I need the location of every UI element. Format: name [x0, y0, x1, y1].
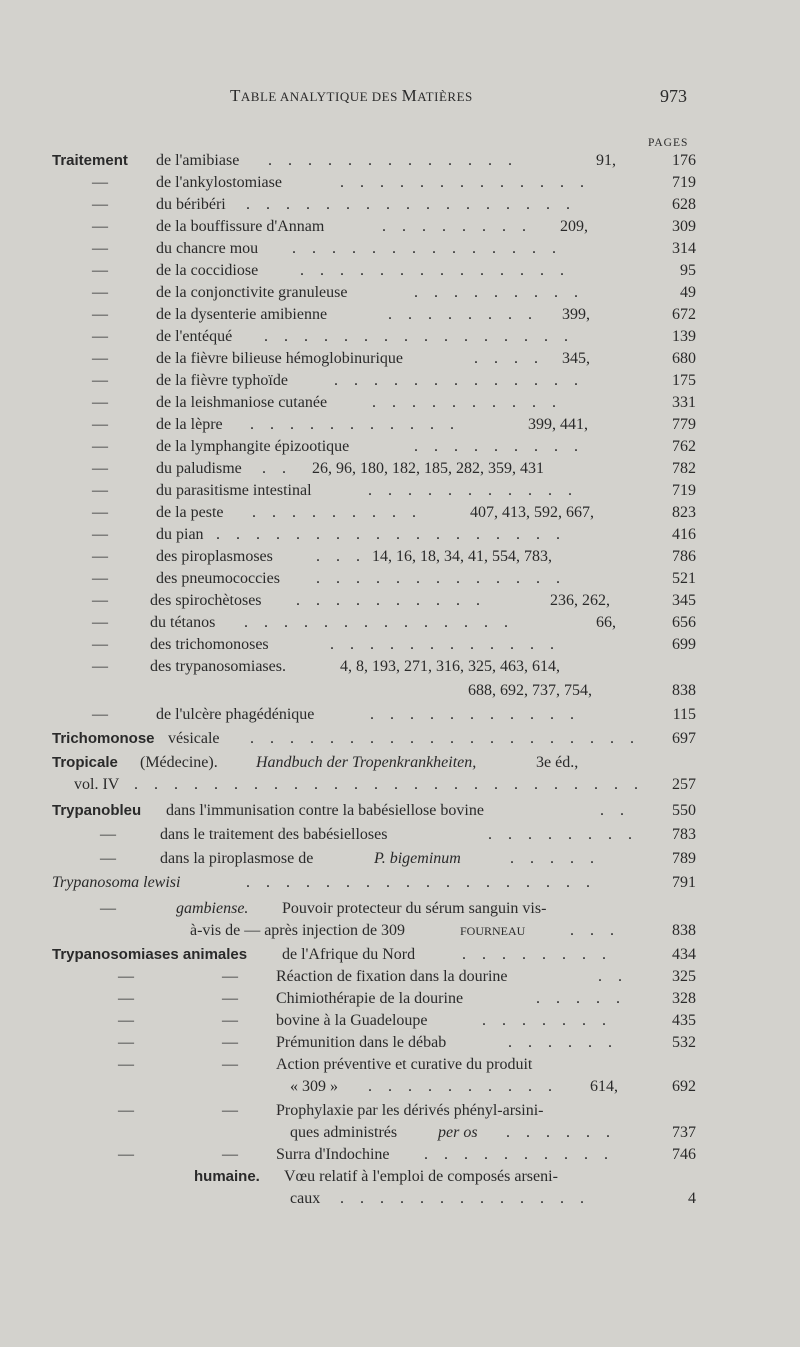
- index-entry: [0, 524, 800, 546]
- leader-dots: . .: [600, 802, 630, 819]
- entry-page: 325: [672, 968, 696, 985]
- entry-text: ques administrés: [290, 1124, 398, 1141]
- entry-text: de l'entéqué: [156, 328, 233, 345]
- ditto-dash-2: —: [222, 990, 238, 1007]
- leader-dots: . . . . . . . . . . . . . . . . . .: [246, 874, 596, 891]
- entry-page: 435: [672, 1012, 696, 1029]
- entry-refs: 14, 16, 18, 34, 41, 554, 783,: [372, 548, 552, 565]
- index-entry: [0, 872, 800, 894]
- entry-text: dans l'immunisation contre la babésiellose bovine: [166, 802, 484, 819]
- entry-page: 782: [672, 460, 696, 477]
- ditto-dash: —: [118, 990, 134, 1007]
- leader-dots: . . . . . . . .: [462, 946, 612, 963]
- leader-dots: . . . . . . . . .: [414, 284, 584, 301]
- entry-page: 680: [672, 350, 696, 367]
- leader-dots: . . . . . . . . . . . . . . . . . . . .: [250, 730, 640, 747]
- entry-text: du paludisme: [156, 460, 242, 477]
- leader-dots: . . . . . . . . . .: [424, 1146, 614, 1163]
- leader-dots: . . . .: [474, 350, 544, 367]
- leader-dots: . . . . .: [536, 990, 626, 1007]
- entry-heading: humaine.: [194, 1168, 260, 1185]
- entry-page: 532: [672, 1034, 696, 1051]
- leader-dots: . . . . . . . . . . . . . .: [244, 614, 514, 631]
- entry-text: de la conjonctivite granuleuse: [156, 284, 348, 301]
- entry-text: de la leishmaniose cutanée: [156, 394, 328, 411]
- ditto-dash: —: [92, 592, 108, 609]
- ditto-dash: —: [100, 826, 116, 843]
- entry-page: 791: [672, 874, 696, 891]
- leader-dots: . . . . . .: [506, 1124, 616, 1141]
- entry-page: 699: [672, 636, 696, 653]
- leader-dots: . . . . . . . . . . . . .: [340, 174, 590, 191]
- ditto-dash-2: —: [222, 1146, 238, 1163]
- ditto-dash: —: [92, 460, 108, 477]
- index-entry: [0, 1032, 800, 1054]
- entry-text: de la dysenterie amibienne: [156, 306, 328, 323]
- entry-text: Prémunition dans le débab: [276, 1034, 447, 1051]
- ditto-dash: —: [118, 1102, 134, 1119]
- ditto-dash: —: [92, 394, 108, 411]
- leader-dots: . . . . . . . . . . . . . . . . . .: [216, 526, 566, 543]
- ditto-dash: —: [92, 350, 108, 367]
- index-entry-continuation: [0, 680, 800, 702]
- leader-dots: . . . . . . . . . . .: [368, 482, 578, 499]
- ditto-dash-2: —: [222, 1102, 238, 1119]
- index-entry: [0, 1010, 800, 1032]
- entry-refs: 26, 96, 180, 182, 185, 282, 359, 431: [312, 460, 544, 477]
- running-title: [230, 86, 473, 106]
- leader-dots: . . . . . . . . . . .: [370, 706, 580, 723]
- entry-page: 416: [672, 526, 696, 543]
- title-initial-2: M: [401, 86, 418, 105]
- entry-text: bovine à la Guadeloupe: [276, 1012, 428, 1029]
- index-entry: [0, 348, 800, 370]
- index-entry: [0, 172, 800, 194]
- entry-text: de l'ulcère phagédénique: [156, 706, 315, 723]
- entry-refs: 407, 413, 592, 667,: [470, 504, 594, 521]
- entry-text: de la bouffissure d'Annam: [156, 218, 325, 235]
- entry-text: du tétanos: [150, 614, 216, 631]
- entry-page: 345: [672, 592, 696, 609]
- entry-page: 783: [672, 826, 696, 843]
- entry-text: Prophylaxie par les dérivés phényl-arsini-: [276, 1102, 544, 1119]
- page-number: 973: [660, 86, 687, 106]
- entry-page: 331: [672, 394, 696, 411]
- ditto-dash: —: [100, 900, 116, 917]
- entry-page: 434: [672, 946, 696, 963]
- entry-text: de la lymphangite épizootique: [156, 438, 350, 455]
- running-header: [0, 86, 800, 112]
- ditto-dash-2: —: [222, 1056, 238, 1073]
- entry-refs: 66,: [596, 614, 616, 631]
- index-entry-continuation: [0, 1076, 800, 1098]
- ditto-dash: —: [92, 240, 108, 257]
- leader-dots: . . .: [570, 922, 620, 939]
- entry-text: (Médecine).: [140, 754, 218, 771]
- ditto-dash: —: [92, 570, 108, 587]
- entry-refs: 614,: [590, 1078, 618, 1095]
- leader-dots: . . . . . . . .: [382, 218, 532, 235]
- entry-heading: Trypanobleu: [52, 802, 142, 819]
- entry-text: Surra d'Indochine: [276, 1146, 390, 1163]
- entry-heading: Tropicale: [52, 754, 118, 771]
- ditto-dash: —: [118, 1034, 134, 1051]
- leader-dots: . . . . . . . . . . . . . . . . .: [246, 196, 576, 213]
- index-entry: [0, 898, 800, 920]
- entry-page: 656: [672, 614, 696, 631]
- title-part-1: ABLE ANALYTIQUE DES: [240, 89, 402, 104]
- entry-text: de l'ankylostomiase: [156, 174, 282, 191]
- entry-page: 737: [672, 1124, 696, 1141]
- leader-dots: . . . . . .: [508, 1034, 618, 1051]
- index-entry: [0, 502, 800, 524]
- entry-refs: 399,: [562, 306, 590, 323]
- entry-text: des trichomonoses: [150, 636, 269, 653]
- index-entry: [0, 480, 800, 502]
- entry-page: 314: [672, 240, 696, 257]
- index-entry: [0, 944, 800, 966]
- index-entry: [0, 216, 800, 238]
- entry-italic: per os: [438, 1124, 478, 1141]
- index-entry: [0, 800, 800, 822]
- ditto-dash: —: [92, 174, 108, 191]
- ditto-dash: —: [92, 196, 108, 213]
- entry-italic: gambiense.: [176, 900, 249, 917]
- entry-text: vésicale: [168, 730, 220, 747]
- entry-heading: Trichomonose: [52, 730, 155, 747]
- index-entry: [0, 988, 800, 1010]
- leader-dots: . . . . . . . . . .: [372, 394, 562, 411]
- entry-page: 49: [680, 284, 696, 301]
- index-entry: [0, 1100, 800, 1122]
- ditto-dash: —: [118, 1146, 134, 1163]
- entry-page: 789: [672, 850, 696, 867]
- index-entry: [0, 966, 800, 988]
- index-entry: [0, 634, 800, 656]
- entry-text: des pneumococcies: [156, 570, 280, 587]
- index-entry: [0, 1144, 800, 1166]
- index-entry: [0, 590, 800, 612]
- entry-page: 762: [672, 438, 696, 455]
- ditto-dash-2: —: [222, 1034, 238, 1051]
- ditto-dash: —: [92, 614, 108, 631]
- entry-text: des trypanosomiases.: [150, 658, 286, 675]
- leader-dots: . . . . . . . . . . . . .: [334, 372, 584, 389]
- entry-refs: 399, 441,: [528, 416, 588, 433]
- ditto-dash: —: [92, 636, 108, 653]
- entry-page: 719: [672, 174, 696, 191]
- ditto-dash: —: [92, 438, 108, 455]
- leader-dots: . . . . . . . .: [488, 826, 638, 843]
- index-entry: [0, 1054, 800, 1076]
- leader-dots: . .: [262, 460, 292, 477]
- entry-text: des piroplasmoses: [156, 548, 273, 565]
- entry-page: 786: [672, 548, 696, 565]
- index-entry: [0, 824, 800, 846]
- index-entry: [0, 436, 800, 458]
- ditto-dash: —: [118, 968, 134, 985]
- ditto-dash: —: [92, 372, 108, 389]
- leader-dots: . . . . . . . . . . . . . .: [300, 262, 570, 279]
- entry-text: de la fièvre typhoïde: [156, 372, 288, 389]
- entry-italic: Handbuch der Tropenkrankheiten,: [256, 754, 477, 771]
- entry-text: du béribéri: [156, 196, 226, 213]
- index-entry: [0, 1166, 800, 1188]
- index-entry: [0, 392, 800, 414]
- entry-italic: P. bigeminum: [374, 850, 461, 867]
- entry-page: 746: [672, 1146, 696, 1163]
- entry-page: 521: [672, 570, 696, 587]
- index-entry: [0, 704, 800, 726]
- ditto-dash: —: [92, 262, 108, 279]
- ditto-dash: —: [92, 482, 108, 499]
- entry-refs: 345,: [562, 350, 590, 367]
- entry-page: 838: [672, 922, 696, 939]
- entry-heading: Traitement: [52, 152, 128, 169]
- index-entry: [0, 546, 800, 568]
- index-entry: [0, 370, 800, 392]
- leader-dots: . . . . . . . . . .: [296, 592, 486, 609]
- leader-dots: . . . . . . . .: [388, 306, 538, 323]
- entry-page: 550: [672, 802, 696, 819]
- entry-text: de la lèpre: [156, 416, 223, 433]
- title-initial: T: [230, 86, 241, 105]
- entry-text: de la coccidiose: [156, 262, 259, 279]
- entry-page: 692: [672, 1078, 696, 1095]
- leader-dots: . . . . . . . . . .: [368, 1078, 558, 1095]
- entry-page: 139: [672, 328, 696, 345]
- ditto-dash-2: —: [222, 1012, 238, 1029]
- leader-dots: . . . . . . . . . . . . .: [340, 1190, 590, 1207]
- index-entry: [0, 238, 800, 260]
- entry-page: 95: [680, 262, 696, 279]
- index-entry: [0, 728, 800, 750]
- index-entry-continuation: [0, 920, 800, 942]
- index-entry-continuation: [0, 1188, 800, 1210]
- ditto-dash: —: [92, 416, 108, 433]
- entry-text: du parasitisme intestinal: [156, 482, 312, 499]
- entry-text: Réaction de fixation dans la dourine: [276, 968, 508, 985]
- index-entry: [0, 150, 800, 172]
- entry-page: 175: [672, 372, 696, 389]
- index-entry: [0, 848, 800, 870]
- entry-page: 672: [672, 306, 696, 323]
- entry-page: 823: [672, 504, 696, 521]
- index-entry: [0, 326, 800, 348]
- entry-page: 779: [672, 416, 696, 433]
- leader-dots: . . . . . . . . .: [252, 504, 422, 521]
- ditto-dash: —: [92, 658, 108, 675]
- entry-text: Vœu relatif à l'emploi de composés arseni-: [284, 1168, 558, 1185]
- entry-page: 697: [672, 730, 696, 747]
- entry-text: vol. IV: [74, 776, 120, 793]
- leader-dots: . . . . .: [510, 850, 600, 867]
- index-entry: [0, 612, 800, 634]
- entry-page: 719: [672, 482, 696, 499]
- entry-text: de l'amibiase: [156, 152, 240, 169]
- index-entry: [0, 458, 800, 480]
- index-entry-continuation: [0, 774, 800, 796]
- index-entry: [0, 656, 800, 678]
- entry-page: 257: [672, 776, 696, 793]
- leader-dots: . . . . . . . . .: [414, 438, 584, 455]
- index-entry-continuation: [0, 1122, 800, 1144]
- entry-text: de la peste: [156, 504, 224, 521]
- entry-page: 176: [672, 152, 696, 169]
- entry-text: Pouvoir protecteur du sérum sanguin vis-: [282, 900, 547, 917]
- entry-text: du pian: [156, 526, 204, 543]
- index-entry: [0, 752, 800, 774]
- ditto-dash: —: [92, 284, 108, 301]
- ditto-dash: —: [92, 504, 108, 521]
- entry-text: de l'Afrique du Nord: [282, 946, 416, 963]
- ditto-dash-2: —: [222, 968, 238, 985]
- entry-text: dans le traitement des babésielloses: [160, 826, 388, 843]
- entry-page: 309: [672, 218, 696, 235]
- index-entry: [0, 260, 800, 282]
- entry-text: Action préventive et curative du produit: [276, 1056, 533, 1073]
- entry-page: 115: [672, 706, 696, 723]
- leader-dots: . . . . . . .: [482, 1012, 612, 1029]
- ditto-dash: —: [118, 1012, 134, 1029]
- ditto-dash: —: [100, 850, 116, 867]
- index-entry: [0, 194, 800, 216]
- leader-dots: . . . . . . . . . . .: [250, 416, 460, 433]
- ditto-dash: —: [92, 306, 108, 323]
- entry-refs: 4, 8, 193, 271, 316, 325, 463, 614,: [340, 658, 560, 675]
- leader-dots: . . . . . . . . . . . . . . . .: [264, 328, 574, 345]
- entry-page: 838: [672, 682, 696, 699]
- entry-text: à-vis de — après injection de 309: [190, 922, 406, 939]
- entry-text: du chancre mou: [156, 240, 259, 257]
- ditto-dash: —: [92, 526, 108, 543]
- entry-refs: 688, 692, 737, 754,: [468, 682, 592, 699]
- entry-text: Chimiothérapie de la dourine: [276, 990, 464, 1007]
- entry-page: 628: [672, 196, 696, 213]
- entry-page: 4: [688, 1190, 696, 1207]
- ditto-dash: —: [92, 218, 108, 235]
- leader-dots: . . . . . . . . . . . .: [330, 636, 560, 653]
- entry-refs: 236, 262,: [550, 592, 610, 609]
- entry-refs: 91,: [596, 152, 616, 169]
- ditto-dash: —: [92, 548, 108, 565]
- ditto-dash: —: [92, 328, 108, 345]
- entry-text: de la fièvre bilieuse hémoglobinurique: [156, 350, 404, 367]
- leader-dots: . . . . . . . . . . . . .: [316, 570, 566, 587]
- title-part-2: ATIÈRES: [417, 89, 473, 104]
- entry-heading-italic: Trypanosoma lewisi: [52, 874, 181, 891]
- index-entry: [0, 304, 800, 326]
- entry-text: dans la piroplasmose de: [160, 850, 314, 867]
- leader-dots: . . . . . . . . . . . . .: [268, 152, 518, 169]
- entry-text: caux: [290, 1190, 321, 1207]
- entry-heading: Trypanosomiases animales: [52, 946, 248, 963]
- pages-column-label: PAGES: [648, 137, 689, 149]
- entry-refs: 209,: [560, 218, 588, 235]
- index-entry: [0, 414, 800, 436]
- entry-text-2: 3e éd.,: [536, 754, 579, 771]
- ditto-dash: —: [92, 706, 108, 723]
- ditto-dash: —: [118, 1056, 134, 1073]
- leader-dots: . . .: [316, 548, 366, 565]
- index-entry: [0, 568, 800, 590]
- entry-text: des spirochètoses: [150, 592, 262, 609]
- entry-page: 328: [672, 990, 696, 1007]
- leader-dots: . . . . . . . . . . . . . .: [292, 240, 562, 257]
- leader-dots: . .: [598, 968, 628, 985]
- leader-dots: . . . . . . . . . . . . . . . . . . . . . . . . . .: [134, 776, 644, 793]
- author-name: FOURNEAU: [460, 924, 526, 938]
- index-entry: [0, 282, 800, 304]
- entry-text: « 309 »: [290, 1078, 338, 1095]
